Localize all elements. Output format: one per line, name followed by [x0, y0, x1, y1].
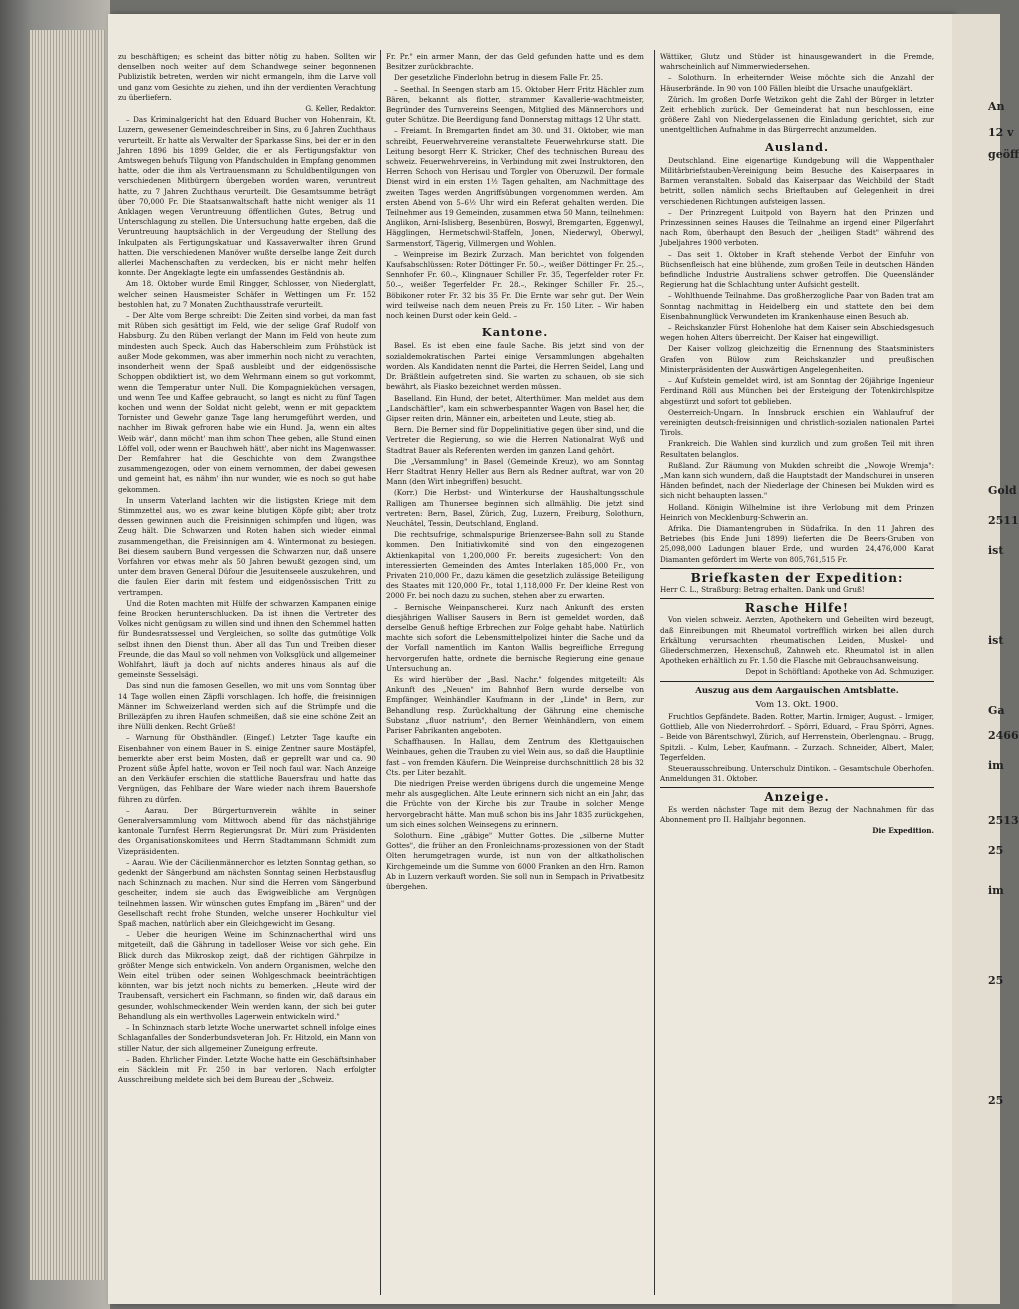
- column-1: [118, 52, 376, 1292]
- article-paragraph: Basel. Es ist eben eine faule Sache. Bis jetzt sind von der sozialdemokratischen Partei einige Versammlungen abgehalten worden. Als Kandidaten nennt die Partei, die Herren Seidel, Lang und Dr. Bräßtlein aufgetreten sind. Sie warten zu schauen, ob sie sich bewährt, als Fiasko bezeichnet werden müssen.: [386, 341, 644, 392]
- article-paragraph: Wättiker, Glutz und Stüder ist hinausgewandert in die Fremde, wahrscheinlich auf Nimmerwiedersehen.: [660, 52, 934, 72]
- amtsblatt-date: Vom 13. Okt. 1900.: [755, 699, 839, 710]
- article-paragraph: – Wohlthuende Teilnahme. Das großherzogliche Paar von Baden trat am Sonntag nachmittag in Heidelberg ein und stattete den bei dem Eisenbahnunglück Verwundeten im Krankenhause einen Besuch ab.: [660, 291, 934, 321]
- facing-page-fragment: 2511: [988, 514, 1019, 527]
- article-paragraph: Der Kaiser vollzog gleichzeitig die Ernennung des Staatsministers Grafen von Bülow zum Reichskanzler und preußischen Ministerpräsidenten der Auswärtigen Angelegenheiten.: [660, 344, 934, 374]
- article-paragraph: – In Schinznach starb letzte Woche unerwartet schnell infolge eines Schlaganfalles der Sonderbundsveteran Joh. Fr. Hitzold, ein Mann von stiller Natur, der sich allgemeiner Zuneigung erfreute.: [118, 1023, 376, 1053]
- article-paragraph: – Freiamt. In Bremgarten findet am 30. und 31. Oktober, wie man schreibt, Feuerwehrvereine veranstaltete Feuerwehrkurse statt. Die Leitung besorgt Herr K. Stricker, Chef des technischen Bureau des schweiz. Feuerwehrvereins, in Verbindung mit zwei Instruktoren, den Herren Schoch von Herisau und Torgler von Oberuzwil. Der formale Dienst wird in ein ersten 1½ Tagen gehalten, am Nachmittage des zweiten Tages werden Angriffsübungen vorgenommen werden. Am ersten Abend von 5–6½ Uhr wird ein Referat gehalten werden. Die Teilnehmer aus 19 Gemeinden, zusammen etwa 50 Mann, teilnehmen: Anglikon, Arni-Islisberg, Besenbüren, Boswyl, Bremgarten, Eggenwyl, Hägglingen, Hermetschwil-Staffeln, Jonen, Niederwyl, Oberwyl, Sarmenstorf, Tägerig, Villmergen und Wohlen.: [386, 126, 644, 248]
- article-paragraph: – Der Prinzregent Luitpold von Bayern hat den Prinzen und Prinzessinnen seines Hauses die Teilnahme an irgend einer Pilgerfahrt nach Rom, überhaupt den Besuch der „heiligen Stadt" während des Jubeljahres 1900 verboten.: [660, 207, 934, 248]
- article-paragraph: – Weinpreise im Bezirk Zurzach. Man berichtet von folgenden Kaufsabschlüssen: Roter Döttinger Fr. 50.–, weißer Döttinger Fr. 25.–, Sennhofer Fr. 60.–, Klingnauer Schiller Fr. 35, Tegerfelder roter Fr. 50.–, weißer Tegerfelder Fr. 28.–, Rekinger Schiller Fr. 25.–, Böbikoner roter Fr. 32 bis 35 Fr. Die Ernte war sehr gut. Der Wein wird teilweise nach dem neuen Preis zu Fr. 150 Liter. – Wir haben noch keinen Durst oder kein Geld. –: [386, 249, 644, 321]
- amtsblatt-notice: Steuerausschreibung. Unterschulz Dintikon. – Gesamtschule Oberhofen. Anmeldungen 31. Oktober.: [660, 764, 934, 784]
- article-paragraph: – Das seit 1. Oktober in Kraft stehende Verbot der Einfuhr von Büchsenfleisch hat eine blühende, zum großen Teile in deutschen Händen befindliche Industrie Australiens schwer getroffen. Die Queensländer Regierung hat die Schlachtung unter Aufsicht gestellt.: [660, 249, 934, 290]
- facing-page-fragment: 25: [988, 974, 1004, 987]
- article-paragraph: – Solothurn. In erheiternder Weise möchte sich die Anzahl der Häuserbrände. In 90 von 100 Fällen bleibt die Ursache unaufgeklärt.: [660, 73, 934, 93]
- divider: [660, 681, 934, 682]
- book-spine: [0, 0, 110, 1309]
- article-paragraph: Es wird hierüber der „Basl. Nachr." folgendes mitgeteilt: Als Ankunft des „Neuen" im Bahnhof Bern wurde derselbe von Empfänger, Weinhändler Kaufmann in der „Linde" in Bern, zur Behandlung resp. Zurückhaltung der Gährung eine chemische Substanz „fluor natrium", den Berner Weinhändlern, von einem Pariser Fabrikanten angeboten.: [386, 674, 644, 735]
- anzeige-signature: Die Expedition.: [872, 826, 934, 836]
- article-paragraph: Die rechtsufrige, schmalspurige Brienzersee-Bahn soll zu Stande kommen. Den Initiativkomité sind von den eingezogenen Aktienkapital von 1,200,000 Fr. bereits zugesichert: Von den interessierten Gemeinden des Amtes Interlaken 185,000 Fr., von Privaten 210,000 Fr., dazu kämen die gesetzlich zulässige Beteiligung des Staates mit 120,000 Fr., total 1,118,000 Fr. Der kleine Rest von 2000 Fr. bei noch dazu zu suchen, stehen aber zu erwarten.: [386, 530, 644, 601]
- article-paragraph: Das sind nun die famosen Gesellen, wo mit uns vom Sonntag über 14 Tage wollen einen Zäpfli vorschlagen. Ich hoffe, die freisinnigen Männer im Schweizerland werden sich auf die Strümpfe und die Brillezäpfen zu ihren Haufen schmeißen, daß sie eine schöne Zeit an ihre Nülli denken. Recht Grüeß!: [118, 681, 376, 732]
- article-paragraph: Holland. Königin Wilhelmine ist ihre Verlobung mit dem Prinzen Heinrich von Mecklenburg-Schwerin an.: [660, 502, 934, 522]
- article-paragraph: Oesterreich-Ungarn. In Innsbruck erschien ein Wahlaufruf der vereinigten deutsch-freisinnigen und christlich-sozialen nationalen Partei Tirols.: [660, 407, 934, 438]
- facing-page-fragment: im: [988, 884, 1004, 897]
- article-paragraph: In unserm Vaterland lachten wir die listigsten Kriege mit dem Stimmzettel aus, wo es zwar keine blutigen Köpfe gibt; aber trotz dessen gewinnen auch die Freisinnigen schimpfen und lügen, was Zeug hält. Die Schwarzen und Roten haben sich wieder einmal zusammengethan, die Freisinnigen am 4. Wintermonat zu besiegen. Bei diesem saubern Bund vergessen die Schwarzen nur, daß unsere Vorfahren vor etwas mehr als 50 Jahren bewußt gezogen sind, um unter dem braven General Düfour die Jesuitenseele auszukehren, und die faulen Eier darin mit festem und eidgenössischen Tritt zu vertrampen.: [118, 495, 376, 597]
- article-paragraph: – Ueber die heurigen Weine im Schinznacherthal wird uns mitgeteilt, daß die Gährung in tadelloser Weise vor sich gehe. Ein Blick durch das Mikroskop zeigt, daß der richtigen Gährpilze in größter Menge sich entwickeln. Von andern Organismen, welche den Wein eitel trüben oder seinen Wohlgeschmack beeinträchtigen könnten, war bis jetzt noch nichts zu bemerken. „Heute wird der Traubensaft, versichert ein Fachmann, so finden wir, daß daraus ein gesunder, wohlschmeckender Wein werden kann, der sich bei guter Behandlung als ein werthvolles Lagerwein entwickeln wird.": [118, 930, 376, 1021]
- article-paragraph: Die „Versammlung" in Basel (Gemeinde Kreuz), wo am Sonntag Herr Stadtrat Henry Heller aus Bern als Redner auftrat, war von 20 Mann (den Wirt inbegriffen) besucht.: [386, 456, 644, 487]
- amtsblatt-text: Fruchtlos Gepfändete. Baden. Rotter, Martin. Irmiger, August. – Irmiger, Gottlieb, Alle von Niederrohrdorf. – Spörri, Eduard, – Frau Spörri, Agnes. – Beide von Bärentschwyl, Zürich, auf Herrenstein, Oberlengnau. – Brugg, Spitzli. – Kulm, Leber, Kaufmann. – Zurzach. Schneider, Albert, Maler, Tegerfelden.: [660, 711, 934, 762]
- facing-page-fragment: ist: [988, 544, 1004, 557]
- anzeige-text: Es werden nächster Tage mit dem Bezug der Nachnahmen für das Abonnement pro II. Halbjahr begonnen.: [660, 804, 934, 824]
- facing-page-fragment: 2513: [988, 814, 1019, 827]
- facing-page-fragment: An: [988, 100, 1005, 113]
- article-paragraph: Afrika. Die Diamantengruben in Südafrika. In den 11 Jahren des Betriebes (bis Ende Juni 1899) lieferten die De Beers-Gruben von 25,098,000 Ladungen blauer Erde, und wurden 24,476,000 Karat Diamanten gefördert im Werte von 805,761,515 Fr.: [660, 523, 934, 564]
- column-rule: [654, 50, 655, 1295]
- article-paragraph: Fr. Pr." ein armer Mann, der das Geld gefunden hatte und es dem Besitzer zurückbrachte.: [386, 52, 644, 72]
- facing-page-fragment: Ga: [988, 704, 1005, 717]
- divider: [660, 787, 934, 788]
- article-paragraph: Am 18. Oktober wurde Emil Ringger, Schlosser, von Niederglatt, welcher seinen Hausmeister Schäfer in Wettingen um Fr. 152 bestohlen hat, zu 7 Monaten Zuchthausstrafe verurteilt.: [118, 279, 376, 309]
- article-paragraph: Baselland. Ein Hund, der betet, Alterthümer. Man meldet aus dem „Landschäftler", kam ein schwerbespannter Wagen von Basel her, die Gipser reiten drin, Männer ein, arbeiteten und Leute, stieg ab.: [386, 393, 644, 423]
- column-2: [386, 52, 644, 1292]
- article-paragraph: Bern. Die Berner sind für Doppelinitiative gegen über sind, und die Vertreter die Regierung, so wie die Herren Nationalrat Wyß und Stadtrat Bauer als Referenten werden im ganzen Land gehört.: [386, 425, 644, 455]
- amtsblatt-title: Auszug aus dem Aargauischen Amtsblatte.: [695, 685, 899, 696]
- column-3: [660, 52, 934, 1292]
- ad-depot: Depot in Schöftland: Apotheke von Ad. Schmuziger.: [745, 667, 934, 677]
- article-paragraph: – Das Kriminalgericht hat den Eduard Bucher von Hohenrain, Kt. Luzern, gewesener Gemeindeschreiber in Sins, zu 6 Jahren Zuchthaus verurteilt. Er hatte als Verwalter der Sparkasse Sins, bei der er in den Jahren 1896 bis 1899 Gelder, die er als Fertigungsfaktur von Amtswegen behufs Tilgung von Pfandschulden in Empfang genommen hatte, oder die ihm als Vertrauensmann zu Schuldbentilgungen von verschiedenen Mitbürgern übergeben worden waren, veruntreut hatte, zu 7 Jahren Zuchthaus verurteilt. Die Gesamtsumme beträgt über 70,000 Fr. Die Staatsanwaltschaft hatte nicht weniger als 11 Anklagen wegen Veruntreuung öffentlichen Gutes, Betrug und Unterschlagung zu stellen. Die Untersuchung hatte ergeben, daß die Veruntreuung hauptsächlich in der Vergeudung der Stellung des Inkulpaten als Fertigungskatuar und Kassaverwalter ihren Grund hatten. Die verschiedenen Manöver wußte derselbe lange Zeit durch allerlei Machenschaften zu verdecken, bis er nicht mehr helfen konnte. Der Angeklagte legte ein umfassendes Geständnis ab.: [118, 115, 376, 278]
- article-paragraph: – Aarau. Wie der Cäcilienmännerchor es letzten Sonntag gethan, so gedenkt der Sängerbund am nächsten Sonntag seinen Herbstausflug nach Schinznach zu machen. Nur sind die Herren vom Sängerbund gescheiter, indem sie auch das Ewigweibliche am Vergnügen teilnehmen lassen. Wir wünschen gutes Empfang im „Bären" und der Gesellschaft recht frohe Stunden, welche unserer Hochkultur viel Spaß machen, natürlich aber ein Gleichgewicht im Gesang.: [118, 857, 376, 929]
- article-paragraph: – Bernische Weinpanscherei. Kurz nach Ankunft des ersten diesjährigen Walliser Sausers in Bern ist gemeldet worden, daß derselbe Genuß heftige Erbrechen zur Folge gehabt habe. Natürlich machte sich sofort die Lebensmittelpolizei hinter die Sache und da der Vorfall namentlich im Kanton Wallis begreifliche Erregung hervorgerufen hatte, ordnete die bernische Regierung eine genaue Untersuchung an.: [386, 602, 644, 673]
- article-paragraph: Der gesetzliche Finderlohn betrug in diesem Falle Fr. 25.: [394, 73, 604, 83]
- ad-text: Von vielen schweiz. Aerzten, Apothekern und Geheilten wird bezeugt, daß Einreibungen mit Rheumatol vortrefflich wirken bei allen durch Erkältung verursachten rheumatischen Leiden, Muskel- und Gliederschmerzen, Hexenschuß, Zahnweh etc. Rheumatol ist in allen Apotheken erhältlich zu Fr. 1.50 die Flasche mit Gebrauchsanweisung.: [660, 615, 934, 666]
- column-rule: [380, 50, 381, 1295]
- section-heading: Ausland.: [765, 139, 829, 154]
- article-paragraph: – Aarau. Der Bürgerturnverein wählte in seiner Generalversammlung vom Mittwoch abend für das nächstjährige kantonale Turnfest Herrn Regierungsrat Dr. Müri zum Präsidenten des Organisationskomitees und Herrn Stadtammann Schmidt zum Vizepräsidenten.: [118, 805, 376, 856]
- article-paragraph: – Reichskanzler Fürst Hohenlohe hat dem Kaiser sein Abschiedsgesuch wegen hohen Alters überreicht. Der Kaiser hat eingewilligt.: [660, 323, 934, 343]
- article-paragraph: – Auf Kufstein gemeldet wird, ist am Sonntag der 26jährige Ingenieur Ferdinand Röll aus München bei der Ersteigung der Totenkirchlspitze abgestürzt und sofort tot geblieben.: [660, 376, 934, 406]
- ad-title: Rasche Hilfe!: [744, 601, 850, 616]
- facing-page-fragment: 2466: [988, 729, 1019, 742]
- article-paragraph: Rußland. Zur Räumung von Mukden schreibt die „Nowoje Wremja": „Man kann sich wundern, daß die Hauptstadt der Mandschurei in unseren Händen befindet, nach der Niederlage der Chinesen bei Mukden wird es sich nicht behaupten lassen.": [660, 460, 934, 501]
- article-paragraph: Deutschland. Eine eigenartige Kundgebung will die Wappenthaler Militärbriefstauben-Vereinigung beim Besuche des Kaiserpaares in Barmen veranstalten. Sobald das Kaiserpaar das Weichbild der Stadt betritt, sollen nämlich sechs Brieftauben auf Gelegenheit in drei verschiedenen Richtungen aufsteigen lassen.: [660, 155, 934, 206]
- facing-page-edge: [952, 14, 1019, 1304]
- facing-page-fragment: 12 v: [988, 126, 1014, 139]
- divider: [660, 598, 934, 599]
- article-paragraph: – Seethal. In Seengen starb am 15. Oktober Herr Fritz Hächler zum Bären, bekannt als flotter, strammer Kavallerie-wachtmeister, Begründer des Turnvereins Seengen, Mitglied des Männerchors und guter Schütze. Die Beerdigung fand Donnerstag mittags 12 Uhr statt.: [386, 84, 644, 125]
- article-paragraph: Die niedrigen Preise werden übrigens durch die ungemeine Menge mehr als ausgeglichen. Alte Leute erinnern sich nicht an ein Jahr, das die Früchte von der Kirche bis zur Traube in solcher Menge hervorgebracht hätte. Man muß schon bis ins Jahr 1835 zurückgehen, um sich eines solchen Weinsegens zu erinnern.: [386, 779, 644, 829]
- page-stack: [30, 30, 105, 1280]
- facing-page-fragment: ist: [988, 634, 1004, 647]
- section-heading: Kantone.: [481, 325, 549, 340]
- article-paragraph: Schaffhausen. In Hallau, dem Zentrum des Klettgauischen Weinbaues, gehen die Trauben zu viel Wein aus, so daß die Hauptlinie fast – von fremden Käufern. Die Weinpreise durchschnittlich 28 bis 32 Cts. per Liter bezahlt.: [386, 737, 644, 777]
- article-paragraph: – Warnung für Obsthändler. (Eingef.) Letzter Tage kaufte ein Eisenbahner von einem Bauer in S. einige Zentner saure Mostäpfel, bemerkte aber erst beim Mosten, daß er geprellt war und ca. 90 Prozent süße Äpfel hatte, wovon er Teil noch faul war. Nach Anzeige an den Verkäufer erschien die stattliche Bauersfrau und hatte das Vergnügen, das Fehlbare der Ware wieder nach ihrem Bauershofe führen zu dürfen.: [118, 733, 376, 804]
- article-paragraph: Und die Roten machten mit Hülfe der schwarzen Kampanen einige feine Brocken herunterschlucken. Da ist ihnen die Vertreter des Volkes nicht genügsam zu willen sind und ihnen den Schemmel hatten für Bundesratssessel und Vergleichen, so sollte das gutmütige Volk selbst ihnen den Dienst thun. Aber all das Tun und Treiben dieser Freunde, die das Maul so voll nehmen von Volksglück und allgemeiner Wohlfahrt, läuft ja doch auf nichts anderes hinaus als auf die gemeinste Sesselsägi.: [118, 598, 376, 680]
- signature: G. Keller, Redaktor.: [305, 104, 376, 114]
- article-paragraph: Frankreich. Die Wahlen sind kurzlich und zum großen Teil mit ihren Resultaten belanglos.: [660, 439, 934, 459]
- article-paragraph: (Korr.) Die Herbst- und Winterkurse der Haushaltungsschule Ralligen am Thunersee beginnen sich allmählig. Die jetzt sind vertreten: Bern, Basel, Zürich, Zug, Luzern, Freiburg, Solothurn, Neuchâtel, Tessin, Deutschland, England.: [386, 488, 644, 528]
- facing-page-fragment: 25: [988, 1094, 1004, 1107]
- article-paragraph: zu beschäftigen; es scheint das bitter nötig zu haben. Sollten wir denselben noch weiter auf dem Schandwege seiner begonnenen Publizistik betreten, werden wir nicht ermangeln, ihm die Larve voll und ganz vom Gesichte zu ziehen, und ihn der verdienten Verachtung zu überliefern.: [118, 52, 376, 102]
- briefkasten-title: Briefkasten der Expedition:: [690, 570, 904, 585]
- article-paragraph: Zürich. Im großen Dorfe Wetzikon geht die Zahl der Bürger in letzter Zeit erheblich zurück. Der Gemeinderat hat nun beschlossen, eine größere Zahl von Niedergelassenen die Einladung gerichtet, sich zur unentgeltlichen Aufnahme in das Bürgerrecht anzumelden.: [660, 94, 934, 135]
- anzeige-title: Anzeige.: [764, 790, 830, 805]
- column-3-articles: [660, 52, 934, 565]
- facing-page-fragment: geöff: [988, 148, 1019, 161]
- article-paragraph: – Baden. Ehrlicher Finder. Letzte Woche hatte ein Geschäftsinhaber ein Säcklein mit Fr. 250 in bar verloren. Nach erfolgter Ausschreibung meldete sich bei dem Bureau der „Schweiz.: [118, 1054, 376, 1085]
- article-paragraph: – Der Alte vom Berge schreibt: Die Zeiten sind vorbei, da man fast mit Rüben sich gesättigt im Feld, wie der selige Graf Rudolf von Habsburg. Zu den Rüben verlangt der Mann im Feld von heute zum mindesten auch Speck. Auch das Haberschleim zum Frühstück ist außer Mode gekommen, was aber immerhin noch nicht zu verachten, insonderheit wenn der Spaß ausbleibt und der eidgenössische Schoppen obdiktiert ist, wo dem Wehrmann einem so gut vorkommt, wenn die Temperatur unter Null. Die Kompagnieküchen versagen, und wenn Tee und Kaffee gebraucht, so langt es nicht zu fünf Tagen kochen und wenn der Soldat nicht gelebt, wenn er mit gepacktem Tornister und Gewehr ganze Tage lang herumgeführt werden, und nachher im Biwak gefroren habe wie ein Hund. Ja, wenn ein altes Weib wär', dann möcht' man ihm schon Thee geben, alle Stund einen Löffel voll, oder wenn er Bauchweh hätt', aber nicht ins Magenwasser. Der Remfahrer hat die Geschichte von dem Zwangsthee zusammengezogen, oder von einem vernommen, der dabei gewesen und gemeint hat, es nähm' ihn nur wunder, wie es noch so gut habe gekommen.: [118, 311, 376, 494]
- briefkasten-text: Herr C. L., Straßburg: Betrag erhalten. Dank und Gruß!: [660, 584, 865, 594]
- article-paragraph: Solothurn. Eine „gäbige" Mutter Gottes. Die „silberne Mutter Gottes", die früher an den Fronleichnams-prozessionen von der Stadt Olten herumgetragen wurde, ist nun von der altkatholischen Kirchgemeinde um die Summe von 6000 Franken an den Hrn. Ramon Ab in Luzern verkauft worden. Sie soll nun in Sempach in Privatbesitz übergehen.: [386, 831, 644, 892]
- facing-page-fragment: 25: [988, 844, 1004, 857]
- newspaper-page: [108, 14, 952, 1304]
- divider: [660, 568, 934, 569]
- facing-page-fragment: Gold: [988, 484, 1017, 497]
- facing-page-fragment: im: [988, 759, 1004, 772]
